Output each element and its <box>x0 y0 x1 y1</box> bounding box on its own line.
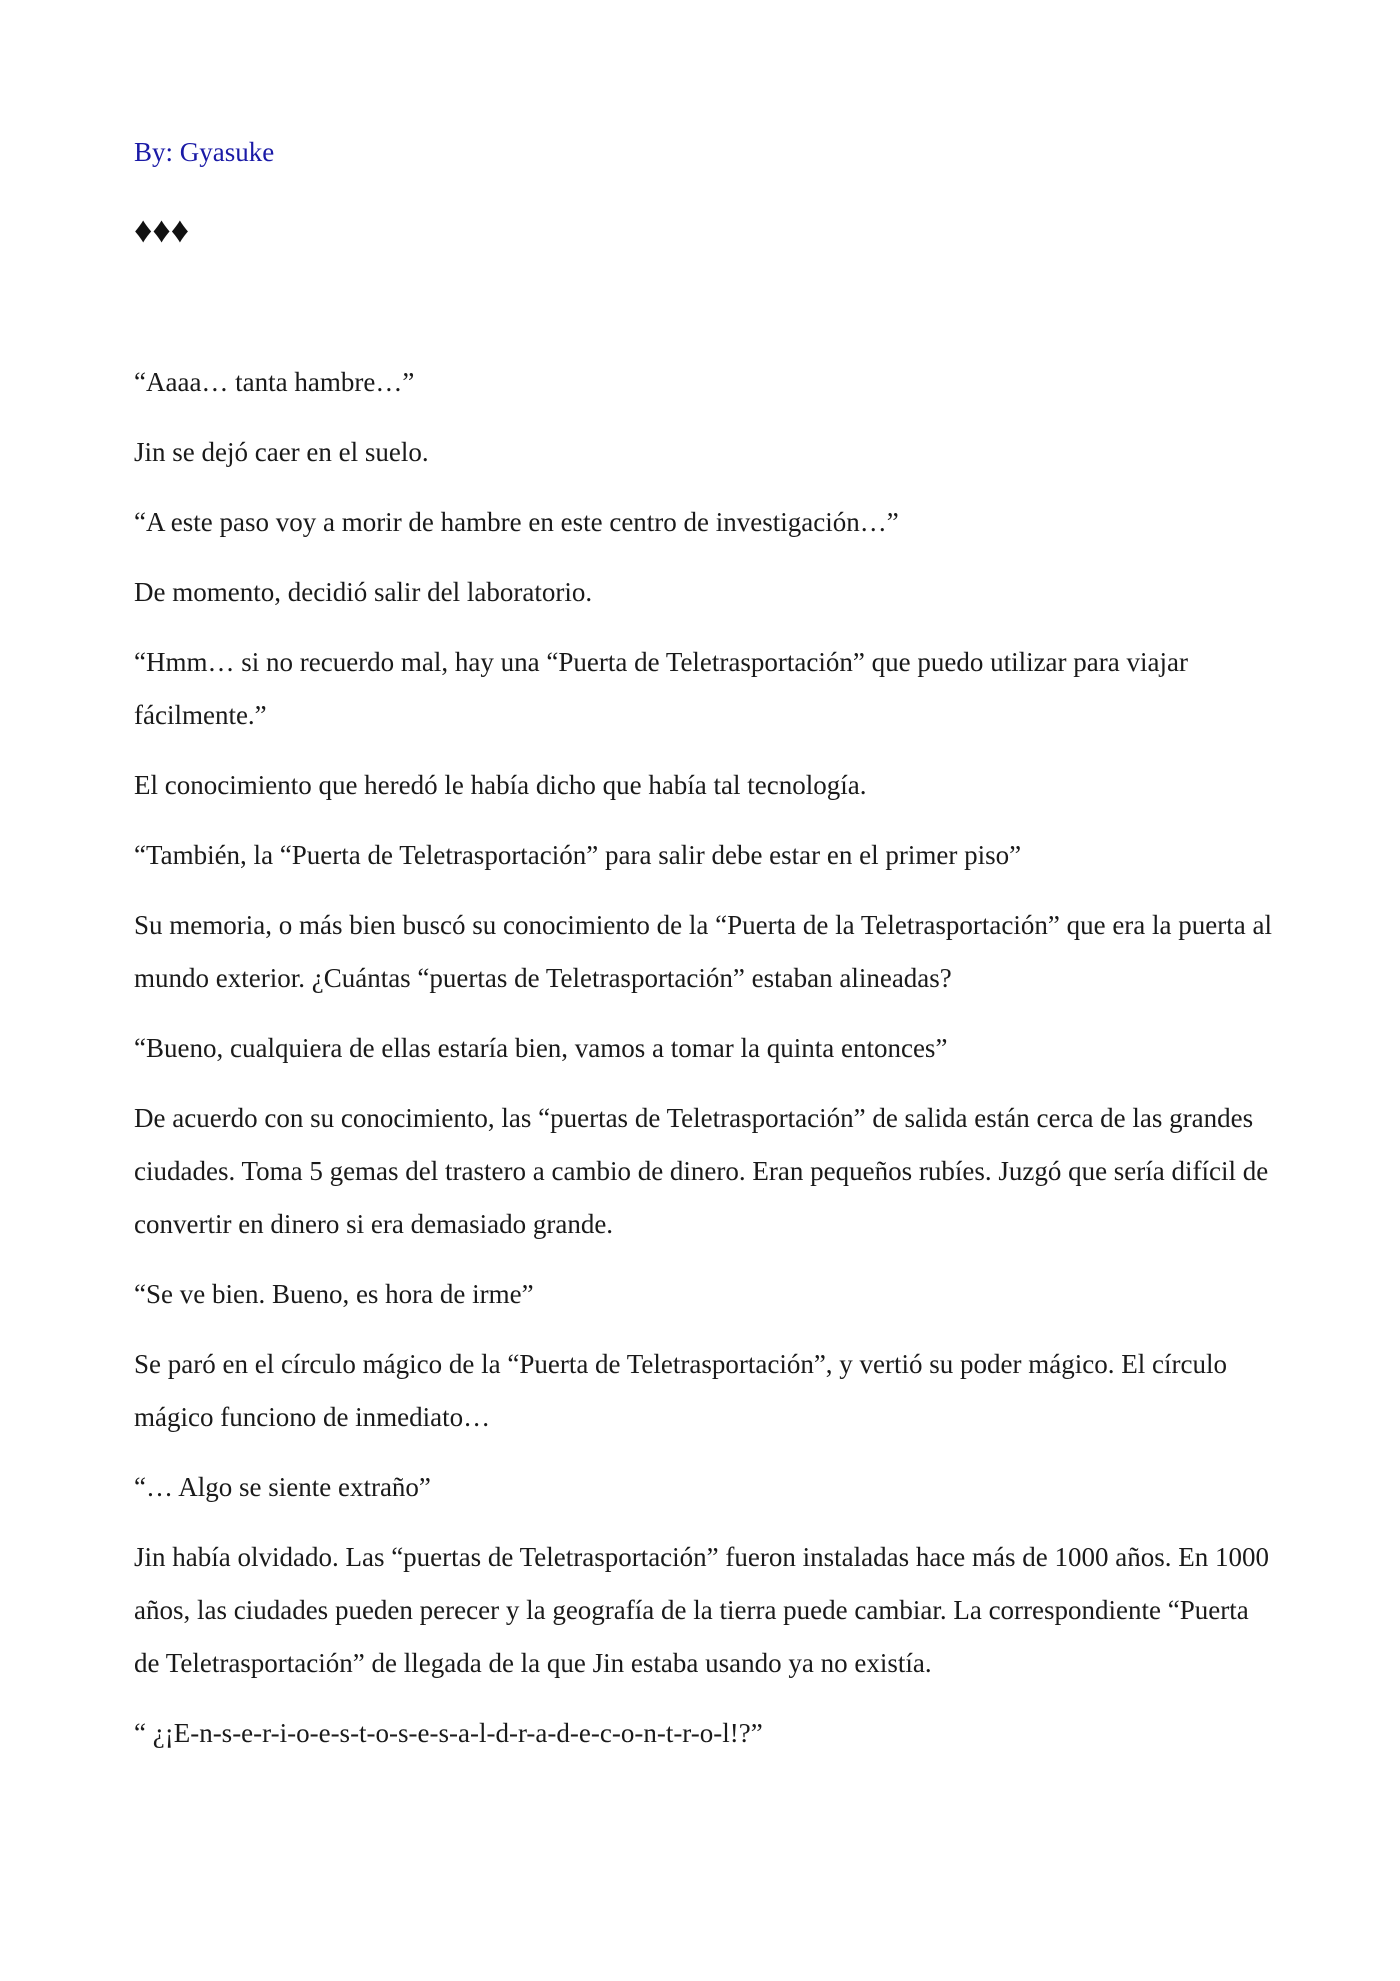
paragraph: “También, la “Puerta de Teletrasportación” para salir debe estar en el primer piso” <box>134 840 1022 870</box>
paragraph: Su memoria, o más bien buscó su conocimiento de la “Puerta de la Teletrasportación” que era la puerta al mundo exterior. ¿Cuántas “puertas de Teletrasportación” estaban alineadas? <box>134 910 1272 993</box>
paragraph: Jin se dejó caer en el suelo. <box>134 437 429 467</box>
paragraph: El conocimiento que heredó le había dicho que había tal tecnología. <box>134 770 867 800</box>
paragraph: “Hmm… si no recuerdo mal, hay una “Puerta de Teletrasportación” que puedo utilizar para viajar fácilmente.” <box>134 647 1188 730</box>
paragraph: “Aaaa… tanta hambre…” <box>134 367 415 397</box>
paragraph: “Bueno, cualquiera de ellas estaría bien, vamos a tomar la quinta entonces” <box>134 1033 948 1063</box>
paragraph: De momento, decidió salir del laboratorio. <box>134 577 593 607</box>
paragraph: Se paró en el círculo mágico de la “Puerta de Teletrasportación”, y vertió su poder mágico. El círculo mágico funciono de inmediato… <box>134 1349 1227 1432</box>
paragraph: “… Algo se siente extraño” <box>134 1472 431 1502</box>
paragraph: “A este paso voy a morir de hambre en este centro de investigación…” <box>134 507 899 537</box>
section-divider-diamonds: ♦♦♦ <box>134 210 190 250</box>
document-body <box>134 132 1274 1777</box>
author-byline: By: Gyasuke <box>134 137 275 167</box>
paragraph: “Se ve bien. Bueno, es hora de irme” <box>134 1279 534 1309</box>
paragraph: De acuerdo con su conocimiento, las “puertas de Teletrasportación” de salida están cerca de las grandes ciudades. Toma 5 gemas del trastero a cambio de dinero. Eran pequeños rubíes. Juzgó que sería difícil de convertir en dinero si era demasiado grande. <box>134 1103 1269 1239</box>
story-text <box>134 356 1274 1760</box>
paragraph: Jin había olvidado. Las “puertas de Teletrasportación” fueron instaladas hace más de 1000 años. En 1000 años, las ciudades pueden perecer y la geografía de la tierra puede cambiar. La correspondiente “Puerta de Teletrasportación” de llegada de la que Jin estaba usando ya no existía. <box>134 1542 1270 1678</box>
paragraph: “ ¿¡E-n-s-e-r-i-o-e-s-t-o-s-e-s-a-l-d-r-a-d-e-c-o-n-t-r-o-l!?” <box>134 1718 763 1748</box>
